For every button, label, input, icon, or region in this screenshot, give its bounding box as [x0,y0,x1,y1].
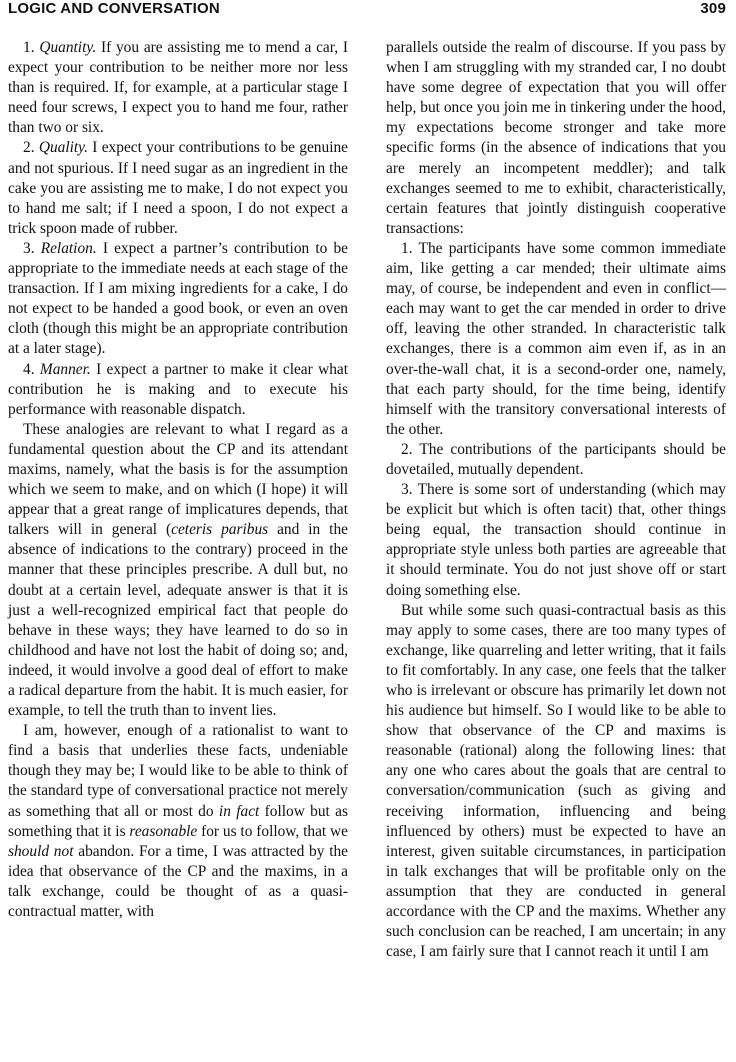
paragraph-quality [8,138,348,238]
running-header [8,0,728,22]
paragraph-text: for us to follow, that we [197,822,348,840]
paragraph-text: These analogies are relevant to what I regard as a fundamental question about the CP and its attendant maxims, namely, what the basis is for the assumption which we seem to make, and on which (I hope) it will appear that a great range of implicatures depends, that talkers will in general ( [8,420,348,539]
emphasis-should-not: should not [8,842,74,860]
paragraph-continuation: parallels outside the realm of discourse. If you pass by when I am struggling with my stranded car, I no doubt have some degree of expectation that you will offer help, but once you join me in tinkering under the hood, my expectations become stronger and take more specific forms (in the absence of indications that you are merely an incompetent meddler); and talk exchanges seemed to me to exhibit, characteristically, certain features that jointly distinguish cooperative transactions: [386,39,726,237]
paragraph-manner [8,360,348,420]
paragraph-quantity [8,38,348,138]
paragraph-text: abandon. For a time, I was attracted by the idea that observance of the CP and the maxims, in a talk exchange, could be thought of as a quasi-contractual matter, with [8,842,348,921]
paragraph-text: If you are assisting me to mend a car, I expect your contribution to be neither more nor less than is required. If, for example, at a particular stage I need four screws, I expect you to hand me four, rather than two or six. [8,39,349,137]
paragraph-feature-2: 2. The contributions of the participants should be dovetailed, mutually dependent. [386,440,726,478]
paragraph-quasi-contractual: But while some such quasi-contractual basis as this may apply to some cases, there are too many types of exchange, like quarreling and letter writing, that it fails to fit comfortably. In any case, one feels that the talker who is irrelevant or obscure has primarily let down not his audience but himself. So I would like to be able to show that observance of the CP and maxims is reasonable (rational) along the following lines: that any one who cares about the goals that are central to conversation/communication (such as giving and receiving information, influencing and being influenced by others) must be expected to have an interest, given suitable circumstances, in participation in talk exchanges that will be profitable only on the assumption that they are conducted in general accordance with the CP and the maxims. Whether any such conclusion can be reached, I am uncertain; in any case, I am fairly sure that I cannot reach it until I am [386,601,726,961]
paragraph-text: I expect your contributions to be genuine and not spurious. If I need sugar as an ingredient in the cake you are assisting me to make, I do not expect you to hand me salt; if I need a spoon, I do not expect a trick spoon made of rubber. [8,139,349,237]
right-column [386,38,726,962]
paragraph-rationalist [8,721,348,922]
maxim-term-manner: Manner. [39,360,91,378]
page-number: 309 [700,0,726,17]
paragraph-text: I am, however, enough of a rationalist to want to find a basis that underlies these facts, undeniable though they may be; I would like to be able to think of the standard type of conversational practice not merely as something that all or most do [8,722,348,820]
paragraph-feature-3: 3. There is some sort of understanding (which may be explicit but which is often tacit) that, other things being equal, the transaction should continue in appropriate style unless both parties are agreeable that it should terminate. You do not just shove off or start doing something else. [386,481,726,599]
emphasis-ceteris-paribus: ceteris paribus [171,521,269,539]
paragraph-text: I expect a partner to make it clear what contribution he is making and to execute his performance with reasonable dispatch. [8,360,348,418]
paragraph-relation [8,239,348,360]
maxim-term-quantity: Quantity. [39,39,97,56]
paragraph-analogies [8,420,348,721]
left-column [8,38,348,922]
item-number: 4. [23,360,40,378]
paragraph-text: I expect a partner’s contribution to be appropriate to the immediate needs at each stage of the transaction. If I am mixing ingredients for a cake, I do not expect to be handed a good book, or even an oven cloth (though this might be an appropriate contribution at a later stage). [8,239,349,358]
maxim-term-quality: Quality. [38,139,89,157]
paragraph-text: follow but as something that it is [8,802,348,840]
item-number: 3. [23,239,41,257]
maxim-term-relation: Relation. [40,239,97,257]
paragraph-feature-1: 1. The participants have some common immediate aim, like getting a car mended; their ultimate aims may, of course, be independent and even in conflict—each may want to get the car mended in order to drive off, leaving the other stranded. In characteristic talk exchanges, there is a common aim even if, as in an over-the-wall chat, it is a second-order one, namely, that each party should, for the time being, identify himself with the transitory conversational interests of the other. [386,239,726,438]
emphasis-reasonable: reasonable [129,822,198,840]
item-number: 2. [23,139,39,157]
item-number: 1. [23,39,40,56]
paragraph-text: and in the absence of indications to the contrary) proceed in the manner that these principles prescribe. A dull but, no doubt at a certain level, adequate answer is that it is just a well-recognized empirical fact that people do behave in these ways; they have learned to do so in childhood and have not lost the habit of doing so; and, indeed, it would involve a good deal of effort to make a radical departure from the habit. It is much easier, for example, to tell the truth than to invent lies. [8,521,348,720]
running-title: LOGIC AND CONVERSATION [8,0,220,17]
emphasis-in-fact: in fact [218,802,260,820]
